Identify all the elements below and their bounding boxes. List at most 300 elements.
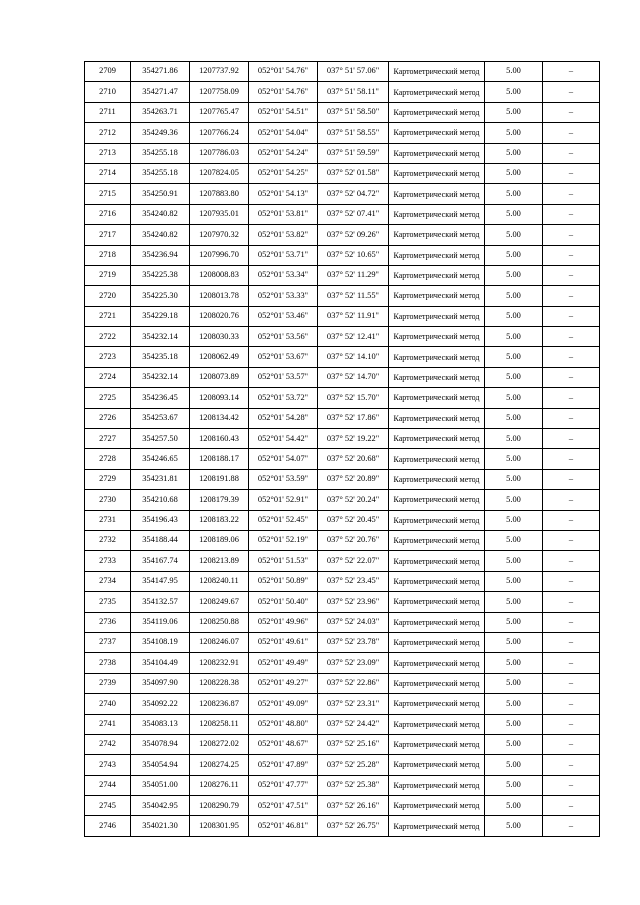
point-number-cell: 2727 — [85, 429, 131, 449]
longitude-cell: 037° 51' 58.50" — [318, 102, 389, 122]
latitude-cell: 052°01' 51.53" — [249, 551, 318, 571]
accuracy-cell: 5.00 — [485, 388, 543, 408]
y-coordinate-cell: 1208191.88 — [190, 469, 249, 489]
accuracy-cell: 5.00 — [485, 123, 543, 143]
note-cell: – — [543, 245, 600, 265]
table-row — [85, 143, 600, 163]
latitude-cell: 052°01' 54.51" — [249, 102, 318, 122]
accuracy-cell: 5.00 — [485, 102, 543, 122]
y-coordinate-cell: 1207883.80 — [190, 184, 249, 204]
y-coordinate-cell: 1208276.11 — [190, 775, 249, 795]
point-number-cell: 2736 — [85, 612, 131, 632]
accuracy-cell: 5.00 — [485, 632, 543, 652]
table-row — [85, 632, 600, 652]
longitude-cell: 037° 52' 20.89" — [318, 469, 389, 489]
point-number-cell: 2717 — [85, 225, 131, 245]
table-row — [85, 551, 600, 571]
longitude-cell: 037° 51' 58.11" — [318, 82, 389, 102]
method-cell: Картометрический метод — [389, 694, 485, 714]
note-cell: – — [543, 265, 600, 285]
point-number-cell: 2745 — [85, 796, 131, 816]
latitude-cell: 052°01' 54.25" — [249, 163, 318, 183]
y-coordinate-cell: 1208228.38 — [190, 673, 249, 693]
note-cell: – — [543, 429, 600, 449]
y-coordinate-cell: 1208013.78 — [190, 286, 249, 306]
table-row — [85, 694, 600, 714]
longitude-cell: 037° 52' 07.41" — [318, 204, 389, 224]
note-cell: – — [543, 571, 600, 591]
method-cell: Картометрический метод — [389, 714, 485, 734]
table-row — [85, 734, 600, 754]
method-cell: Картометрический метод — [389, 592, 485, 612]
point-number-cell: 2725 — [85, 388, 131, 408]
latitude-cell: 052°01' 50.89" — [249, 571, 318, 591]
latitude-cell: 052°01' 53.71" — [249, 245, 318, 265]
y-coordinate-cell: 1208232.91 — [190, 653, 249, 673]
longitude-cell: 037° 52' 17.86" — [318, 408, 389, 428]
x-coordinate-cell: 354021.30 — [131, 816, 190, 836]
longitude-cell: 037° 52' 11.91" — [318, 306, 389, 326]
latitude-cell: 052°01' 54.76" — [249, 82, 318, 102]
note-cell: – — [543, 714, 600, 734]
method-cell: Картометрический метод — [389, 306, 485, 326]
table-row — [85, 204, 600, 224]
method-cell: Картометрический метод — [389, 143, 485, 163]
table-row — [85, 755, 600, 775]
point-number-cell: 2744 — [85, 775, 131, 795]
longitude-cell: 037° 52' 22.86" — [318, 673, 389, 693]
table-row — [85, 306, 600, 326]
longitude-cell: 037° 52' 14.10" — [318, 347, 389, 367]
point-number-cell: 2723 — [85, 347, 131, 367]
table-row — [85, 327, 600, 347]
latitude-cell: 052°01' 50.40" — [249, 592, 318, 612]
accuracy-cell: 5.00 — [485, 367, 543, 387]
note-cell: – — [543, 653, 600, 673]
accuracy-cell: 5.00 — [485, 265, 543, 285]
x-coordinate-cell: 354246.65 — [131, 449, 190, 469]
latitude-cell: 052°01' 49.49" — [249, 653, 318, 673]
y-coordinate-cell: 1207786.03 — [190, 143, 249, 163]
x-coordinate-cell: 354240.82 — [131, 204, 190, 224]
method-cell: Картометрический метод — [389, 225, 485, 245]
longitude-cell: 037° 52' 24.03" — [318, 612, 389, 632]
longitude-cell: 037° 52' 25.16" — [318, 734, 389, 754]
x-coordinate-cell: 354250.91 — [131, 184, 190, 204]
point-number-cell: 2722 — [85, 327, 131, 347]
method-cell: Картометрический метод — [389, 734, 485, 754]
point-number-cell: 2733 — [85, 551, 131, 571]
latitude-cell: 052°01' 54.13" — [249, 184, 318, 204]
method-cell: Картометрический метод — [389, 632, 485, 652]
method-cell: Картометрический метод — [389, 530, 485, 550]
point-number-cell: 2716 — [85, 204, 131, 224]
method-cell: Картометрический метод — [389, 510, 485, 530]
note-cell: – — [543, 123, 600, 143]
longitude-cell: 037° 52' 23.78" — [318, 632, 389, 652]
longitude-cell: 037° 52' 20.24" — [318, 490, 389, 510]
table-row — [85, 653, 600, 673]
method-cell: Картометрический метод — [389, 388, 485, 408]
table-row — [85, 184, 600, 204]
note-cell: – — [543, 734, 600, 754]
method-cell: Картометрический метод — [389, 347, 485, 367]
note-cell: – — [543, 592, 600, 612]
point-number-cell: 2730 — [85, 490, 131, 510]
x-coordinate-cell: 354167.74 — [131, 551, 190, 571]
accuracy-cell: 5.00 — [485, 347, 543, 367]
accuracy-cell: 5.00 — [485, 612, 543, 632]
y-coordinate-cell: 1208073.89 — [190, 367, 249, 387]
table-row — [85, 510, 600, 530]
method-cell: Картометрический метод — [389, 286, 485, 306]
point-number-cell: 2712 — [85, 123, 131, 143]
longitude-cell: 037° 52' 23.09" — [318, 653, 389, 673]
longitude-cell: 037° 52' 26.75" — [318, 816, 389, 836]
table-row — [85, 571, 600, 591]
method-cell: Картометрический метод — [389, 673, 485, 693]
y-coordinate-cell: 1207758.09 — [190, 82, 249, 102]
method-cell: Картометрический метод — [389, 429, 485, 449]
x-coordinate-cell: 354097.90 — [131, 673, 190, 693]
method-cell: Картометрический метод — [389, 163, 485, 183]
point-number-cell: 2729 — [85, 469, 131, 489]
latitude-cell: 052°01' 53.72" — [249, 388, 318, 408]
x-coordinate-cell: 354255.18 — [131, 163, 190, 183]
longitude-cell: 037° 52' 14.70" — [318, 367, 389, 387]
note-cell: – — [543, 184, 600, 204]
point-number-cell: 2711 — [85, 102, 131, 122]
latitude-cell: 052°01' 47.89" — [249, 755, 318, 775]
note-cell: – — [543, 755, 600, 775]
y-coordinate-cell: 1208213.89 — [190, 551, 249, 571]
longitude-cell: 037° 52' 09.26" — [318, 225, 389, 245]
point-number-cell: 2710 — [85, 82, 131, 102]
y-coordinate-cell: 1208188.17 — [190, 449, 249, 469]
x-coordinate-cell: 354257.50 — [131, 429, 190, 449]
point-number-cell: 2728 — [85, 449, 131, 469]
y-coordinate-cell: 1208272.02 — [190, 734, 249, 754]
latitude-cell: 052°01' 54.42" — [249, 429, 318, 449]
point-number-cell: 2741 — [85, 714, 131, 734]
latitude-cell: 052°01' 52.91" — [249, 490, 318, 510]
x-coordinate-cell: 354271.47 — [131, 82, 190, 102]
y-coordinate-cell: 1207996.70 — [190, 245, 249, 265]
longitude-cell: 037° 52' 01.58" — [318, 163, 389, 183]
y-coordinate-cell: 1208134.42 — [190, 408, 249, 428]
accuracy-cell: 5.00 — [485, 82, 543, 102]
accuracy-cell: 5.00 — [485, 775, 543, 795]
accuracy-cell: 5.00 — [485, 816, 543, 836]
x-coordinate-cell: 354232.14 — [131, 327, 190, 347]
longitude-cell: 037° 52' 11.29" — [318, 265, 389, 285]
x-coordinate-cell: 354229.18 — [131, 306, 190, 326]
x-coordinate-cell: 354231.81 — [131, 469, 190, 489]
method-cell: Картометрический метод — [389, 327, 485, 347]
x-coordinate-cell: 354235.18 — [131, 347, 190, 367]
y-coordinate-cell: 1208179.39 — [190, 490, 249, 510]
longitude-cell: 037° 52' 22.07" — [318, 551, 389, 571]
latitude-cell: 052°01' 54.07" — [249, 449, 318, 469]
latitude-cell: 052°01' 53.46" — [249, 306, 318, 326]
method-cell: Картометрический метод — [389, 796, 485, 816]
latitude-cell: 052°01' 53.56" — [249, 327, 318, 347]
latitude-cell: 052°01' 52.45" — [249, 510, 318, 530]
accuracy-cell: 5.00 — [485, 449, 543, 469]
accuracy-cell: 5.00 — [485, 327, 543, 347]
x-coordinate-cell: 354147.95 — [131, 571, 190, 591]
x-coordinate-cell: 354042.95 — [131, 796, 190, 816]
coordinates-table-body — [85, 62, 600, 837]
accuracy-cell: 5.00 — [485, 184, 543, 204]
x-coordinate-cell: 354119.06 — [131, 612, 190, 632]
table-row — [85, 490, 600, 510]
method-cell: Картометрический метод — [389, 204, 485, 224]
table-row — [85, 469, 600, 489]
note-cell: – — [543, 469, 600, 489]
longitude-cell: 037° 52' 19.22" — [318, 429, 389, 449]
point-number-cell: 2742 — [85, 734, 131, 754]
accuracy-cell: 5.00 — [485, 755, 543, 775]
longitude-cell: 037° 52' 23.45" — [318, 571, 389, 591]
point-number-cell: 2709 — [85, 62, 131, 82]
table-row — [85, 796, 600, 816]
point-number-cell: 2720 — [85, 286, 131, 306]
latitude-cell: 052°01' 53.67" — [249, 347, 318, 367]
y-coordinate-cell: 1208020.76 — [190, 306, 249, 326]
point-number-cell: 2714 — [85, 163, 131, 183]
accuracy-cell: 5.00 — [485, 510, 543, 530]
point-number-cell: 2718 — [85, 245, 131, 265]
method-cell: Картометрический метод — [389, 367, 485, 387]
y-coordinate-cell: 1208160.43 — [190, 429, 249, 449]
accuracy-cell: 5.00 — [485, 225, 543, 245]
longitude-cell: 037° 52' 24.42" — [318, 714, 389, 734]
longitude-cell: 037° 52' 23.96" — [318, 592, 389, 612]
latitude-cell: 052°01' 47.51" — [249, 796, 318, 816]
longitude-cell: 037° 52' 23.31" — [318, 694, 389, 714]
y-coordinate-cell: 1208189.06 — [190, 530, 249, 550]
point-number-cell: 2724 — [85, 367, 131, 387]
table-row — [85, 347, 600, 367]
point-number-cell: 2735 — [85, 592, 131, 612]
table-row — [85, 816, 600, 836]
accuracy-cell: 5.00 — [485, 592, 543, 612]
point-number-cell: 2739 — [85, 673, 131, 693]
note-cell: – — [543, 286, 600, 306]
note-cell: – — [543, 306, 600, 326]
table-row — [85, 367, 600, 387]
x-coordinate-cell: 354255.18 — [131, 143, 190, 163]
table-row — [85, 265, 600, 285]
table-row — [85, 530, 600, 550]
method-cell: Картометрический метод — [389, 408, 485, 428]
y-coordinate-cell: 1208008.83 — [190, 265, 249, 285]
latitude-cell: 052°01' 49.96" — [249, 612, 318, 632]
method-cell: Картометрический метод — [389, 265, 485, 285]
note-cell: – — [543, 62, 600, 82]
point-number-cell: 2746 — [85, 816, 131, 836]
x-coordinate-cell: 354263.71 — [131, 102, 190, 122]
latitude-cell: 052°01' 54.76" — [249, 62, 318, 82]
accuracy-cell: 5.00 — [485, 429, 543, 449]
y-coordinate-cell: 1207737.92 — [190, 62, 249, 82]
longitude-cell: 037° 52' 25.38" — [318, 775, 389, 795]
accuracy-cell: 5.00 — [485, 408, 543, 428]
method-cell: Картометрический метод — [389, 245, 485, 265]
y-coordinate-cell: 1208246.07 — [190, 632, 249, 652]
longitude-cell: 037° 51' 59.59" — [318, 143, 389, 163]
y-coordinate-cell: 1207935.01 — [190, 204, 249, 224]
latitude-cell: 052°01' 48.67" — [249, 734, 318, 754]
accuracy-cell: 5.00 — [485, 306, 543, 326]
table-row — [85, 102, 600, 122]
longitude-cell: 037° 52' 25.28" — [318, 755, 389, 775]
latitude-cell: 052°01' 53.59" — [249, 469, 318, 489]
x-coordinate-cell: 354240.82 — [131, 225, 190, 245]
latitude-cell: 052°01' 54.24" — [249, 143, 318, 163]
note-cell: – — [543, 775, 600, 795]
method-cell: Картометрический метод — [389, 490, 485, 510]
longitude-cell: 037° 52' 12.41" — [318, 327, 389, 347]
y-coordinate-cell: 1208301.95 — [190, 816, 249, 836]
method-cell: Картометрический метод — [389, 469, 485, 489]
note-cell: – — [543, 612, 600, 632]
note-cell: – — [543, 204, 600, 224]
latitude-cell: 052°01' 53.81" — [249, 204, 318, 224]
method-cell: Картометрический метод — [389, 755, 485, 775]
note-cell: – — [543, 82, 600, 102]
x-coordinate-cell: 354092.22 — [131, 694, 190, 714]
accuracy-cell: 5.00 — [485, 694, 543, 714]
method-cell: Картометрический метод — [389, 449, 485, 469]
y-coordinate-cell: 1207970.32 — [190, 225, 249, 245]
longitude-cell: 037° 52' 15.70" — [318, 388, 389, 408]
table-row — [85, 163, 600, 183]
accuracy-cell: 5.00 — [485, 551, 543, 571]
accuracy-cell: 5.00 — [485, 286, 543, 306]
latitude-cell: 052°01' 53.34" — [249, 265, 318, 285]
point-number-cell: 2731 — [85, 510, 131, 530]
y-coordinate-cell: 1207765.47 — [190, 102, 249, 122]
table-row — [85, 388, 600, 408]
table-row — [85, 123, 600, 143]
note-cell: – — [543, 816, 600, 836]
table-row — [85, 286, 600, 306]
table-row — [85, 429, 600, 449]
accuracy-cell: 5.00 — [485, 204, 543, 224]
point-number-cell: 2713 — [85, 143, 131, 163]
method-cell: Картометрический метод — [389, 551, 485, 571]
point-number-cell: 2719 — [85, 265, 131, 285]
method-cell: Картометрический метод — [389, 653, 485, 673]
note-cell: – — [543, 408, 600, 428]
y-coordinate-cell: 1208250.88 — [190, 612, 249, 632]
note-cell: – — [543, 490, 600, 510]
longitude-cell: 037° 52' 11.55" — [318, 286, 389, 306]
method-cell: Картометрический метод — [389, 123, 485, 143]
x-coordinate-cell: 354196.43 — [131, 510, 190, 530]
method-cell: Картометрический метод — [389, 775, 485, 795]
table-row — [85, 612, 600, 632]
latitude-cell: 052°01' 49.61" — [249, 632, 318, 652]
latitude-cell: 052°01' 53.33" — [249, 286, 318, 306]
point-number-cell: 2726 — [85, 408, 131, 428]
accuracy-cell: 5.00 — [485, 734, 543, 754]
note-cell: – — [543, 143, 600, 163]
point-number-cell: 2721 — [85, 306, 131, 326]
table-row — [85, 775, 600, 795]
y-coordinate-cell: 1208290.79 — [190, 796, 249, 816]
y-coordinate-cell: 1208062.49 — [190, 347, 249, 367]
table-row — [85, 245, 600, 265]
note-cell: – — [543, 163, 600, 183]
longitude-cell: 037° 52' 26.16" — [318, 796, 389, 816]
accuracy-cell: 5.00 — [485, 571, 543, 591]
latitude-cell: 052°01' 54.28" — [249, 408, 318, 428]
note-cell: – — [543, 102, 600, 122]
x-coordinate-cell: 354236.45 — [131, 388, 190, 408]
x-coordinate-cell: 354210.68 — [131, 490, 190, 510]
x-coordinate-cell: 354188.44 — [131, 530, 190, 550]
y-coordinate-cell: 1208030.33 — [190, 327, 249, 347]
accuracy-cell: 5.00 — [485, 469, 543, 489]
latitude-cell: 052°01' 46.81" — [249, 816, 318, 836]
y-coordinate-cell: 1208183.22 — [190, 510, 249, 530]
longitude-cell: 037° 52' 20.45" — [318, 510, 389, 530]
longitude-cell: 037° 51' 57.06" — [318, 62, 389, 82]
method-cell: Картометрический метод — [389, 82, 485, 102]
note-cell: – — [543, 551, 600, 571]
x-coordinate-cell: 354108.19 — [131, 632, 190, 652]
note-cell: – — [543, 673, 600, 693]
note-cell: – — [543, 530, 600, 550]
table-row — [85, 62, 600, 82]
note-cell: – — [543, 327, 600, 347]
y-coordinate-cell: 1207766.24 — [190, 123, 249, 143]
accuracy-cell: 5.00 — [485, 673, 543, 693]
accuracy-cell: 5.00 — [485, 653, 543, 673]
latitude-cell: 052°01' 47.77" — [249, 775, 318, 795]
longitude-cell: 037° 52' 04.72" — [318, 184, 389, 204]
method-cell: Картометрический метод — [389, 62, 485, 82]
note-cell: – — [543, 388, 600, 408]
y-coordinate-cell: 1207824.05 — [190, 163, 249, 183]
note-cell: – — [543, 225, 600, 245]
y-coordinate-cell: 1208274.25 — [190, 755, 249, 775]
accuracy-cell: 5.00 — [485, 714, 543, 734]
method-cell: Картометрический метод — [389, 571, 485, 591]
longitude-cell: 037° 52' 10.65" — [318, 245, 389, 265]
accuracy-cell: 5.00 — [485, 62, 543, 82]
x-coordinate-cell: 354271.86 — [131, 62, 190, 82]
table-row — [85, 408, 600, 428]
table-row — [85, 714, 600, 734]
accuracy-cell: 5.00 — [485, 490, 543, 510]
table-row — [85, 225, 600, 245]
x-coordinate-cell: 354253.67 — [131, 408, 190, 428]
latitude-cell: 052°01' 48.80" — [249, 714, 318, 734]
longitude-cell: 037° 51' 58.55" — [318, 123, 389, 143]
accuracy-cell: 5.00 — [485, 143, 543, 163]
y-coordinate-cell: 1208258.11 — [190, 714, 249, 734]
longitude-cell: 037° 52' 20.68" — [318, 449, 389, 469]
note-cell: – — [543, 632, 600, 652]
coordinates-table — [84, 61, 600, 837]
table-row — [85, 82, 600, 102]
latitude-cell: 052°01' 53.57" — [249, 367, 318, 387]
y-coordinate-cell: 1208093.14 — [190, 388, 249, 408]
